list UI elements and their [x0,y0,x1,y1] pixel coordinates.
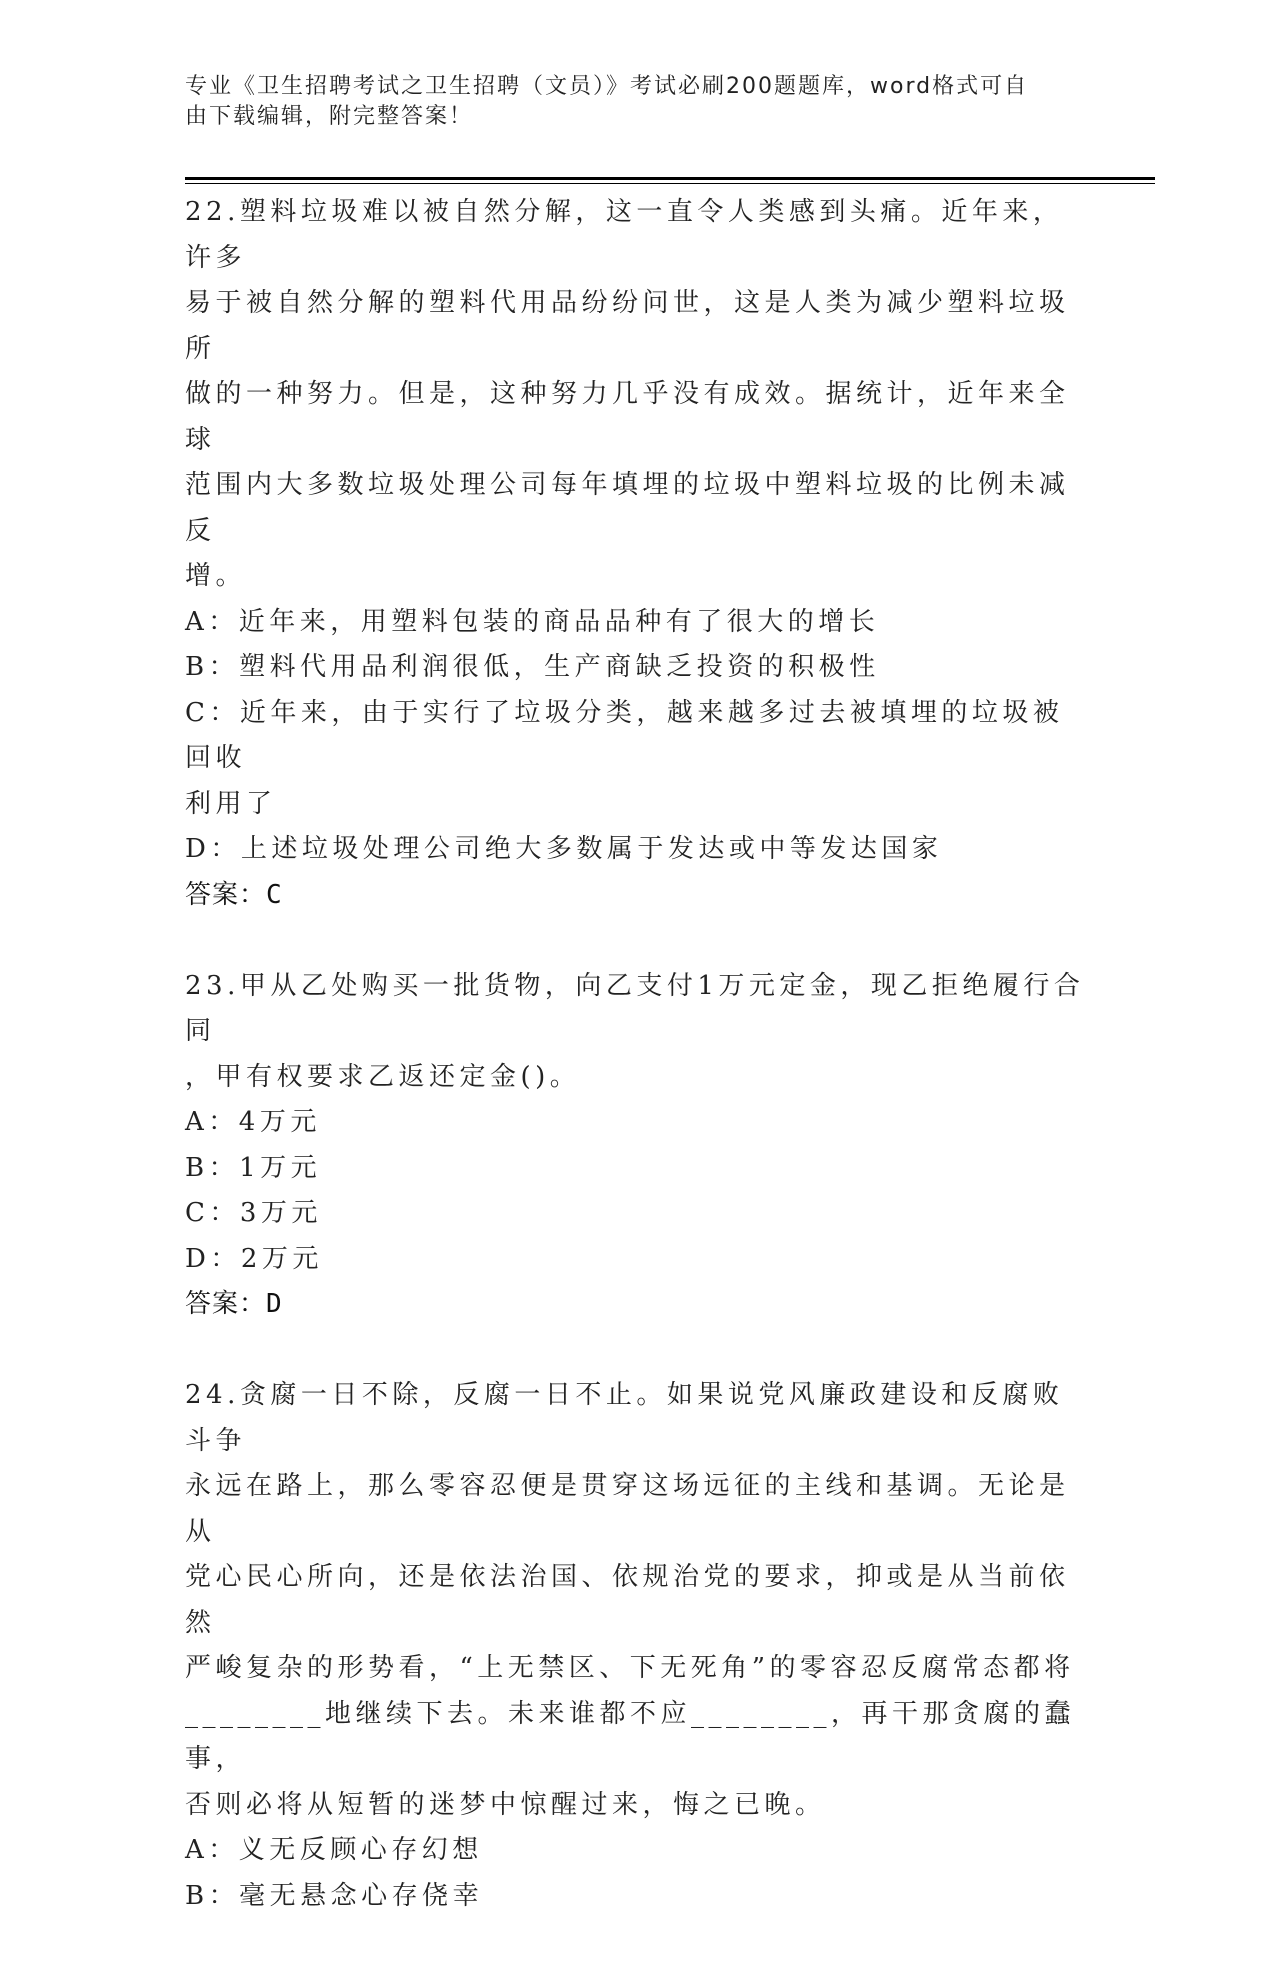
answer-value: C [266,879,283,910]
option-a: A：4万元 [185,1107,321,1137]
document-header [185,72,1065,132]
option-c: C：近年来，由于实行了垃圾分类，越来越多过去被填埋的垃圾被回收 [185,697,1064,773]
question-stem-line: 22.塑料垃圾难以被自然分解，这一直令人类感到头痛。近年来，许多 [185,197,1064,273]
header-line: 由下载编辑，附完整答案！ [185,104,474,129]
question-stem-line: 增。 [185,561,247,591]
question-22 [185,190,1085,918]
header-divider [185,177,1155,180]
header-divider-thin [185,183,1155,184]
option-c: C：3万元 [185,1198,322,1228]
answer-label: 答案： [185,879,267,910]
question-stem-line: 24.贪腐一日不除，反腐一日不止。如果说党风廉政建设和反腐败斗争 [185,1380,1064,1456]
option-b: B：塑料代用品利润很低，生产商缺乏投资的积极性 [185,652,880,682]
question-stem-line: 党心民心所向，还是依法治国、依规治党的要求，抑或是从当前依然 [185,1562,1070,1638]
option-d: D：上述垃圾处理公司绝大多数属于发达或中等发达国家 [185,834,943,864]
answer-label: 答案： [185,1289,267,1319]
question-list [185,190,1085,1965]
question-stem-line: 否则必将从短暂的迷梦中惊醒过来，悔之已晚。 [185,1789,826,1820]
option-b: B：1万元 [185,1152,322,1183]
option-c-continued: 利用了 [185,788,277,819]
option-b: B：毫无悬念心存侥幸 [185,1880,484,1911]
question-stem-line: 做的一种努力。但是，这种努力几乎没有成效。据统计，近年来全球 [185,379,1070,455]
question-stem-line: 23.甲从乙处购买一批货物，向乙支付1万元定金，现乙拒绝履行合同 [185,970,1085,1046]
answer [185,1282,1085,1327]
question-stem-line: ，甲有权要求乙返还定金()。 [185,1061,581,1092]
answer [185,873,1085,918]
question-stem-line: 易于被自然分解的塑料代用品纷纷问世，这是人类为减少塑料垃圾所 [185,288,1070,364]
question-stem-line: 严峻复杂的形势看，“上无禁区、下无死角”的零容忍反腐常态都将 [185,1653,1075,1683]
question-stem-line: ________地继续下去。未来谁都不应________，再干那贪腐的蠢事， [185,1698,1076,1774]
question-stem-line: 永远在路上，那么零容忍便是贯穿这场远征的主线和基调。无论是从 [185,1471,1070,1547]
question-stem-line: 范围内大多数垃圾处理公司每年填埋的垃圾中塑料垃圾的比例未减反 [185,470,1070,546]
option-d: D：2万元 [185,1243,323,1274]
answer-value: D [266,1289,283,1319]
question-24 [185,1373,1085,1919]
option-a: A：近年来，用塑料包装的商品品种有了很大的增长 [185,606,880,637]
header-line: 专业《卫生招聘考试之卫生招聘（文员）》考试必刷200题题库，word格式可自 [185,74,1029,99]
question-23 [185,964,1085,1328]
option-a: A：义无反顾心存幻想 [185,1835,483,1865]
